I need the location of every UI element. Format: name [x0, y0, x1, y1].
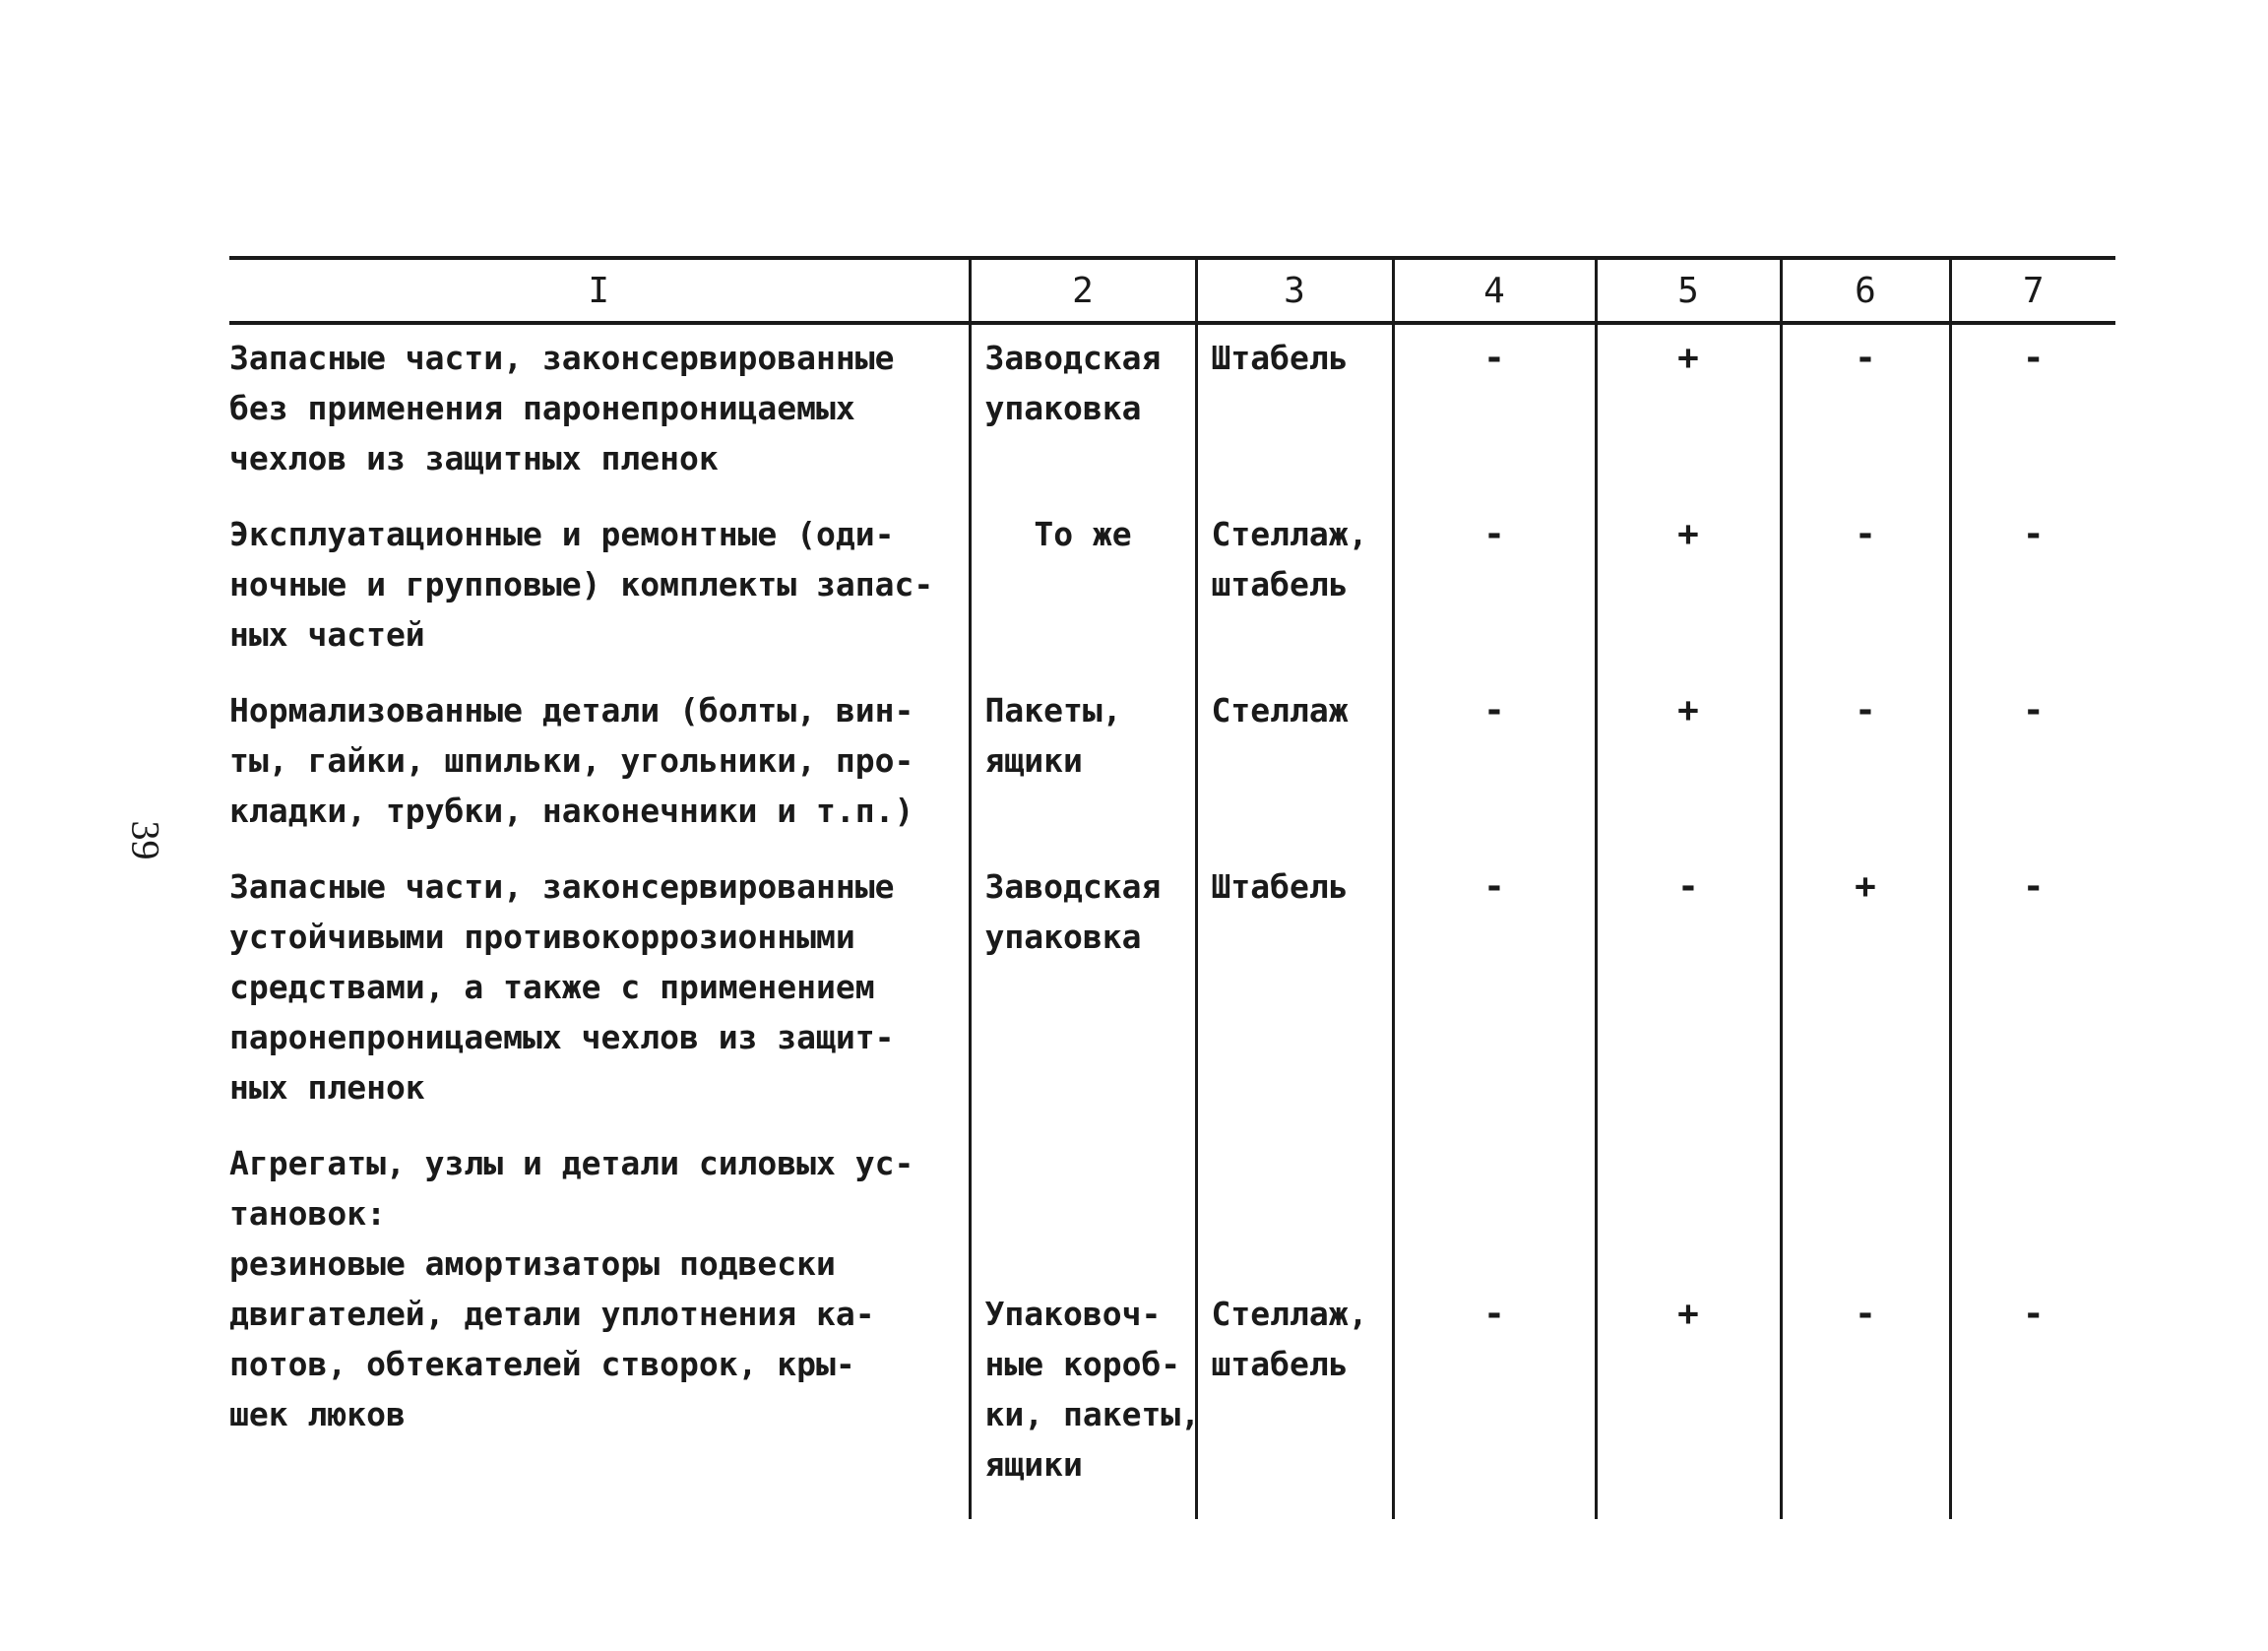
cell-spacer [1952, 1138, 2116, 1289]
cell-spacer [985, 1138, 1195, 1289]
packaging-cell [970, 501, 1196, 677]
table-row [229, 854, 2115, 1130]
text-line: ных частей [229, 615, 425, 654]
page-number: 39 [123, 820, 168, 860]
mark-col-4 [1393, 1130, 1596, 1519]
cell-spacer [1598, 1138, 1780, 1289]
text-line: упаковка [984, 389, 1142, 427]
mark-col-5: + [1596, 501, 1781, 677]
mark-col-4: - [1393, 501, 1596, 677]
text-line: ночные и групповые) комплекты запас- [229, 565, 934, 603]
text-line: ных пленок [229, 1068, 425, 1107]
header-col-2: 2 [970, 258, 1196, 323]
storage-conditions-table [229, 256, 2115, 1519]
header-row [229, 258, 2115, 323]
packaging-cell [970, 854, 1196, 1130]
mark-col-5 [1596, 1130, 1781, 1519]
text-line: паронепроницаемых чехлов из защит- [229, 1018, 895, 1056]
mark-col-4: - [1393, 677, 1596, 854]
mark-col-4: - [1393, 854, 1596, 1130]
header-col-4: 4 [1393, 258, 1596, 323]
text-line: Стеллаж, [1211, 1295, 1368, 1333]
text-line: Эксплуатационные и ремонтные (оди- [229, 515, 895, 553]
section-heading-line: Агрегаты, узлы и детали силовых ус- [229, 1144, 914, 1182]
table-row [229, 323, 2115, 501]
text-line: потов, обтекателей створок, кры- [229, 1345, 855, 1383]
mark-value: - [1855, 1294, 1876, 1334]
table-row [229, 677, 2115, 854]
mark-col-6: + [1781, 854, 1950, 1130]
text-line: Запасные части, законсервированные [229, 339, 895, 377]
mark-value: - [2022, 1294, 2045, 1334]
table-header [229, 258, 2115, 323]
header-col-1: I [588, 270, 610, 311]
text-line: ки, пакеты, [984, 1395, 1201, 1433]
text-line: шек люков [229, 1395, 406, 1433]
table-row [229, 501, 2115, 677]
text-line: чехлов из защитных пленок [229, 439, 719, 477]
item-description [229, 501, 970, 677]
text-line: резиновые амортизаторы подвески [229, 1244, 836, 1283]
mark-value: + [1677, 1294, 1699, 1334]
storage-method-cell [1196, 854, 1393, 1130]
text-line: ты, гайки, шпильки, угольники, про- [229, 741, 914, 780]
text-line: Пакеты, [984, 691, 1122, 730]
cell-spacer [1783, 1138, 1949, 1289]
mark-col-5: + [1596, 323, 1781, 501]
packaging-cell [970, 677, 1196, 854]
text-line: ные короб- [984, 1345, 1181, 1383]
table-row [229, 1130, 2115, 1519]
text-line: без применения паронепроницаемых [229, 389, 855, 427]
text-line: упаковка [984, 918, 1142, 956]
table-body [229, 323, 2115, 1519]
section-heading-line: тановок: [229, 1194, 386, 1233]
item-description [229, 323, 970, 501]
text-line: Штабель [1211, 867, 1349, 906]
mark-col-6: - [1781, 677, 1950, 854]
header-col-7: 7 [1950, 258, 2115, 323]
mark-col-4: - [1393, 323, 1596, 501]
text-line: двигателей, детали уплотнения ка- [229, 1295, 875, 1333]
mark-col-5: - [1596, 854, 1781, 1130]
text-line: Запасные части, законсервированные [229, 867, 895, 906]
header-col-5: 5 [1596, 258, 1781, 323]
packaging-cell [970, 323, 1196, 501]
mark-col-7: - [1950, 854, 2115, 1130]
storage-method-cell [1196, 1130, 1393, 1519]
text-line: Заводская [984, 867, 1162, 906]
mark-col-7 [1950, 1130, 2115, 1519]
mark-col-7: - [1950, 501, 2115, 677]
text-line: ящики [984, 741, 1083, 780]
text-line: То же [1034, 515, 1132, 553]
cell-spacer [1212, 1138, 1392, 1289]
mark-col-7: - [1950, 323, 2115, 501]
text-line: Штабель [1211, 339, 1349, 377]
text-line: Заводская [984, 339, 1162, 377]
mark-col-6: - [1781, 323, 1950, 501]
mark-col-5: + [1596, 677, 1781, 854]
item-description [229, 677, 970, 854]
text-line: Стеллаж, [1211, 515, 1368, 553]
cell-spacer [1395, 1138, 1595, 1289]
mark-col-6 [1781, 1130, 1950, 1519]
item-description [229, 1130, 970, 1519]
text-line: устойчивыми противокоррозионными [229, 918, 855, 956]
text-line: средствами, а также с применением [229, 968, 875, 1006]
storage-method-cell [1196, 323, 1393, 501]
mark-col-6: - [1781, 501, 1950, 677]
storage-method-cell [1196, 677, 1393, 854]
text-line: штабель [1211, 1345, 1349, 1383]
mark-col-7: - [1950, 677, 2115, 854]
text-line: Стеллаж [1211, 691, 1349, 730]
storage-method-cell [1196, 501, 1393, 677]
text-line: Упаковоч- [984, 1295, 1162, 1333]
header-col-3: 3 [1196, 258, 1393, 323]
text-line: штабель [1211, 565, 1349, 603]
storage-table [229, 256, 2115, 1519]
mark-value: - [1483, 1294, 1505, 1334]
text-line: кладки, трубки, наконечники и т.п.) [229, 792, 914, 830]
text-line: ящики [984, 1445, 1083, 1484]
packaging-cell [970, 1130, 1201, 1519]
header-col-6: 6 [1781, 258, 1950, 323]
text-line: Нормализованные детали (болты, вин- [229, 691, 914, 730]
item-description [229, 854, 970, 1130]
